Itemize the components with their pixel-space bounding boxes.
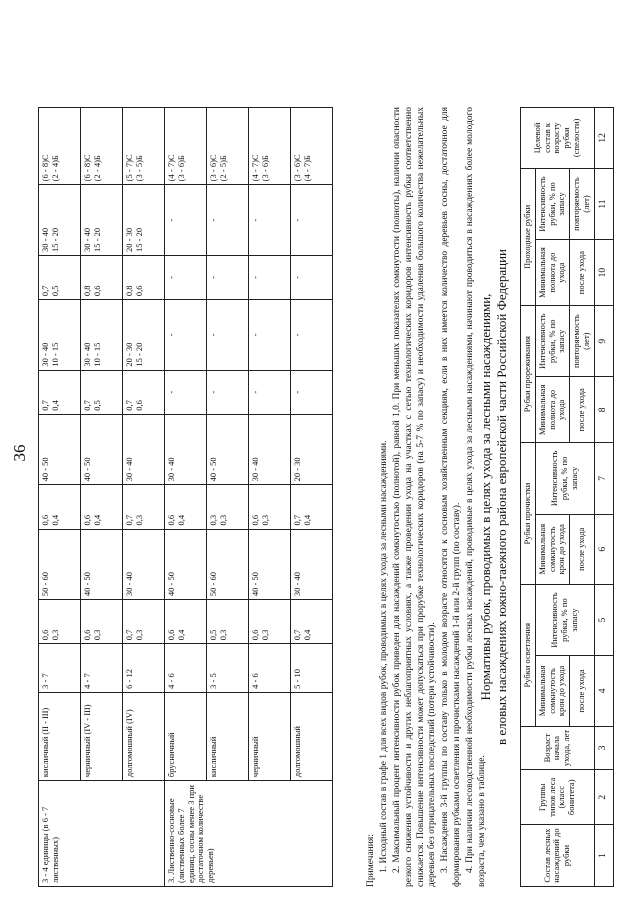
value-cell: (4 - 7)С (3 - 6)Б [249, 107, 291, 184]
column-number: 5 [594, 584, 613, 655]
value-cell: 40 - 50 [81, 529, 123, 600]
value-cell: 30 - 40 [123, 414, 165, 485]
forest-type-cell: долгомошный (IV) [123, 692, 165, 780]
value-cell: 0,7 0,4 [291, 484, 333, 528]
table-row [207, 107, 249, 886]
value-cell: - [291, 255, 333, 299]
header-cell: после ухода [570, 376, 595, 442]
header-cell: Интенсивность рубки, % по запасу [535, 584, 594, 655]
value-cell: 40 - 50 [249, 529, 291, 600]
value-cell: - [291, 184, 333, 255]
title-line-1: Нормативы рубок, проводимых в целях ухода за лесными насаждениями, [478, 293, 493, 700]
value-cell: - [207, 299, 249, 370]
value-cell: 30 - 40 10 - 15 [81, 299, 123, 370]
value-cell: 0,7 0,3 [123, 599, 165, 643]
header-cell: Проходные рубки [521, 168, 536, 305]
header-cell: Рубки осветления [521, 584, 536, 726]
value-cell: (5 - 7)С (3 - 5)Б [123, 107, 165, 184]
forest-type-cell: черничный (IV - III) [81, 692, 123, 780]
value-cell: 4 - 6 [165, 643, 207, 692]
column-number: 3 [594, 726, 613, 770]
header-cell: после ухода [570, 239, 595, 305]
column-number: 4 [594, 655, 613, 725]
value-cell: - [207, 255, 249, 299]
value-cell: 30 - 40 [123, 529, 165, 600]
value-cell: 40 - 50 [207, 414, 249, 485]
value-cell: 0,7 0,5 [39, 255, 81, 299]
rotated-content [10, 13, 630, 893]
value-cell: - [291, 370, 333, 414]
value-cell: - [165, 184, 207, 255]
value-cell: 30 - 40 [165, 414, 207, 485]
value-cell: - [207, 184, 249, 255]
header-cell: Возраст начала ухода, лет [521, 726, 595, 770]
value-cell: 20 - 30 [291, 414, 333, 485]
table-row [39, 107, 81, 886]
value-cell: 0,7 0,6 [123, 370, 165, 414]
value-cell: 0,6 0,3 [81, 599, 123, 643]
value-cell: - [291, 299, 333, 370]
group-cell: 3 - 4 единицы (в 6 - 7 лиственных) [39, 780, 165, 886]
value-cell: 0,6 0,4 [39, 484, 81, 528]
table-row [249, 107, 291, 886]
forest-type-cell: черничный [249, 692, 291, 780]
value-cell: 5 - 10 [291, 643, 333, 692]
value-cell: 0,5 0,3 [207, 599, 249, 643]
value-cell: 0,7 0,5 [81, 370, 123, 414]
value-cell: 20 - 30 15 - 20 [123, 184, 165, 255]
header-cell: Интенсивность рубки, % по запасу [535, 168, 569, 239]
value-cell: 20 - 30 15 - 20 [123, 299, 165, 370]
value-cell: 0,7 0,4 [39, 370, 81, 414]
page-number: 36 [10, 444, 29, 461]
note-item: 1. Исходный состав в графе 1 для всех видов рубок, проводимых в целях ухода за лесными насаждениями. [378, 440, 389, 873]
upper-table-block [38, 107, 333, 887]
value-cell: 50 - 60 [39, 529, 81, 600]
value-cell: 30 - 40 15 - 20 [39, 184, 81, 255]
value-cell: 30 - 40 10 - 15 [39, 299, 81, 370]
value-cell: 40 - 50 [165, 529, 207, 600]
value-cell: - [249, 370, 291, 414]
value-cell: 3 - 7 [39, 643, 81, 692]
value-cell: 0,6 0,3 [249, 599, 291, 643]
value-cell: 30 - 40 [291, 529, 333, 600]
value-cell: - [249, 184, 291, 255]
value-cell: 6 - 12 [123, 643, 165, 692]
header-cell: Состав лесных насаждений до рубки [521, 824, 595, 886]
note-item: 2. Максимальный процент интенсивности рубок приведен для насаждений сомкнутостью (полнотой), равной 1,0. При меньших показателях сомкнутости (полноты), наличии опасности резкого снижения устойчивости и других неблагоприятных условиях, а также проведении ухода на участках с сетью технологических коридоров интенсивность рубки соответственно снижается. Повышение интенсивности может допускаться при прорубке технологических коридоров (на 5-7 % по запасу) и необходимости удаления большого количества нежелательных деревьев без отрицательных последствий (потери устойчивости). [391, 106, 438, 887]
value-cell: 30 - 40 [249, 414, 291, 485]
header-cell: Минимальная сомкнутость крон до ухода [535, 655, 569, 725]
group-cell: 3. Лиственно-сосновые (лиственных более 7 единиц, сосны менее 3 при достаточном количестве деревьев) [165, 780, 333, 886]
header-cell: повторяемость (лет) [570, 168, 595, 239]
value-cell: 4 - 7 [81, 643, 123, 692]
table-row [81, 107, 123, 886]
value-cell: 50 - 60 [207, 529, 249, 600]
note-item: 4. При наличии лесоводственной необходимости рубки лесных насаждений, проводимые в целях ухода за лесными насаждениями, начинают проводиться в насаждениях более молодого возраста, чем указано в таблице. [465, 106, 487, 887]
value-cell: - [249, 299, 291, 370]
header-cell: Целевой состав к возрасту рубки (спелости) [521, 107, 595, 168]
value-cell: 0,6 0,4 [81, 484, 123, 528]
upper-table [38, 107, 333, 887]
value-cell: 40 - 50 [81, 414, 123, 485]
forest-type-cell: долгомошный [291, 692, 333, 780]
value-cell: 0,8 0,6 [123, 255, 165, 299]
header-cell: Минимальная полнота до ухода [535, 376, 569, 442]
value-cell: (4 - 7)С (3 - 6)Б [165, 107, 207, 184]
notes-block [366, 107, 490, 887]
header-cell: после ухода [570, 655, 595, 725]
value-cell: (6 - 8)С (2 - 4)Б [81, 107, 123, 184]
header-cell: Интенсивность рубки, % по запасу [535, 442, 594, 513]
value-cell: - [165, 255, 207, 299]
header-cell: Рубки прочистки [521, 442, 536, 584]
value-cell: 0,7 0,3 [123, 484, 165, 528]
value-cell: (3 - 6)С (2 - 5)Б [207, 107, 249, 184]
notes-heading: Примечания: [366, 833, 376, 887]
column-number: 7 [594, 442, 613, 513]
header-cell: Рубки прореживания [521, 305, 536, 442]
value-cell: 3 - 5 [207, 643, 249, 692]
column-number: 12 [594, 107, 613, 168]
value-cell: 40 - 50 [39, 414, 81, 485]
value-cell: 0,6 0,4 [165, 599, 207, 643]
header-cell: Интенсивность рубки, % по запасу [535, 305, 569, 376]
value-cell: - [249, 255, 291, 299]
column-number: 11 [594, 168, 613, 239]
value-cell: 0,6 0,3 [249, 484, 291, 528]
table-row [123, 107, 165, 886]
value-cell: - [207, 370, 249, 414]
forest-type-cell: брусничный [165, 692, 207, 780]
value-cell: 0,6 0,4 [165, 484, 207, 528]
table-row [291, 107, 333, 886]
value-cell: 0,7 0,4 [291, 599, 333, 643]
value-cell: 30 - 40 15 - 20 [81, 184, 123, 255]
forest-type-cell: кисличный (II - III) [39, 692, 81, 780]
value-cell: 0,8 0,6 [81, 255, 123, 299]
lower-table-block [520, 107, 614, 887]
header-cell: Минимальная сомкнутость крон до ухода [535, 514, 569, 584]
value-cell: 0,3 0,3 [207, 484, 249, 528]
header-cell: после ухода [570, 514, 595, 584]
note-item: 3. Насаждения 3-й группы по составу только в молодом возрасте относятся к сосновым хозяйственным секциям, если в них имеется количество деревьев сосны, достаточное для формирования рубками осветления и прочистками насаждений 1-й или 2-й групп (по составу). [440, 106, 463, 887]
value-cell: - [165, 370, 207, 414]
column-number: 2 [594, 769, 613, 824]
column-number: 8 [594, 376, 613, 442]
title-line-2: в еловых насаждениях южно-таежного района европейской части Российской Федерации [493, 248, 509, 745]
value-cell: (3 - 6)С (4 - 7)Б [291, 107, 333, 184]
column-number: 1 [594, 824, 613, 886]
table-row [165, 107, 207, 886]
header-cell: Группы типов леса (класс бонитета) [521, 769, 595, 824]
forest-type-cell: кисличный [207, 692, 249, 780]
header-cell: Минимальная полнота до ухода [535, 239, 569, 305]
value-cell: 0,6 0,3 [39, 599, 81, 643]
column-number: 9 [594, 305, 613, 376]
value-cell: (6 - 8)С (2 - 4)Б [39, 107, 81, 184]
column-number: 6 [594, 514, 613, 584]
value-cell: - [165, 299, 207, 370]
table-title [478, 107, 509, 887]
header-cell: повторяемость (лет) [570, 305, 595, 376]
value-cell: 4 - 6 [249, 643, 291, 692]
lower-table [520, 107, 614, 887]
column-number: 10 [594, 239, 613, 305]
